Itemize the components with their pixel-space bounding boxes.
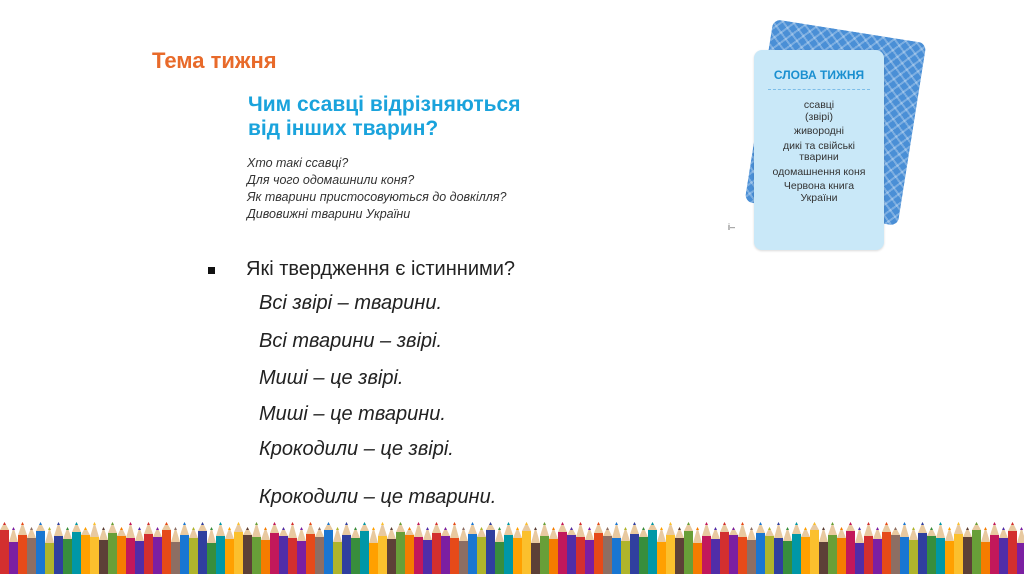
question-item: Як тварини пристосовуються до довкілля? xyxy=(247,190,507,204)
colored-pencils-border xyxy=(0,518,1024,574)
pencil-lead xyxy=(399,522,402,525)
pencil-body xyxy=(846,531,855,574)
pencil-lead xyxy=(345,522,348,525)
pencil-lead xyxy=(417,522,420,525)
pencil-lead xyxy=(120,527,123,530)
pencil-lead xyxy=(453,522,456,525)
pencil-body xyxy=(576,537,585,574)
pencil-body xyxy=(963,537,972,574)
pencil-lead xyxy=(408,527,411,530)
pencil-body xyxy=(918,533,927,574)
pencil-body xyxy=(234,532,243,574)
pencil-body xyxy=(414,537,423,574)
pencil-body xyxy=(369,543,378,574)
vocab-word-line: тварини xyxy=(799,151,839,163)
pencil-body xyxy=(207,543,216,574)
pencil-body xyxy=(441,536,450,574)
pencil-body xyxy=(513,538,522,574)
pencil-lead xyxy=(489,522,492,525)
pencil-body xyxy=(468,534,477,574)
pencil-body xyxy=(684,531,693,574)
pencil-body xyxy=(774,538,783,574)
pencil-lead xyxy=(111,522,114,525)
pencil-body xyxy=(126,538,135,574)
pencil-body xyxy=(855,543,864,574)
pencil-lead xyxy=(804,527,807,530)
pencil-lead xyxy=(543,522,546,525)
pencil-lead xyxy=(975,522,978,525)
pencil-body xyxy=(585,540,594,574)
pencil-lead xyxy=(273,522,276,525)
pencil-lead xyxy=(660,527,663,530)
pencil-body xyxy=(54,536,63,574)
statement-item: Всі звірі – тварини. xyxy=(259,292,443,314)
pencil-body xyxy=(504,535,513,574)
pencil-lead xyxy=(642,527,645,530)
pencil-body xyxy=(279,536,288,574)
pencil-lead xyxy=(444,527,447,530)
pencil-body xyxy=(333,542,342,574)
pencil-lead xyxy=(750,527,753,530)
pencil-lead xyxy=(921,522,924,525)
pencil-lead xyxy=(534,527,537,530)
pencil-body xyxy=(909,540,918,574)
pencil-lead xyxy=(966,527,969,530)
pencil-body xyxy=(828,535,837,574)
pencil-lead xyxy=(705,522,708,525)
pencil-lead xyxy=(687,522,690,525)
pencil-body xyxy=(738,537,747,574)
pencil-body xyxy=(900,537,909,574)
pencil-lead xyxy=(759,522,762,525)
pencil-lead xyxy=(381,522,384,525)
pencil-body xyxy=(135,541,144,574)
pencil-body xyxy=(1017,543,1024,574)
pencil-body xyxy=(81,535,90,574)
pencil-body xyxy=(891,535,900,574)
pencil-lead xyxy=(867,522,870,525)
pencil-lead xyxy=(318,527,321,530)
pencil-body xyxy=(423,540,432,574)
pencil-lead xyxy=(588,527,591,530)
guiding-questions xyxy=(247,155,506,223)
pencil-lead xyxy=(165,522,168,525)
question-item: Дивовижні тварини України xyxy=(247,207,411,221)
pencil-lead xyxy=(219,522,222,525)
pencil-lead xyxy=(984,527,987,530)
pencil-lead xyxy=(462,527,465,530)
pencil-lead xyxy=(849,522,852,525)
pencil-lead xyxy=(336,527,339,530)
pencil-body xyxy=(63,539,72,574)
pencil-lead xyxy=(777,522,780,525)
pencil-body xyxy=(252,537,261,574)
statement-item: Миші – це звірі. xyxy=(259,367,404,389)
card-divider xyxy=(768,89,870,90)
pencil-lead xyxy=(1020,527,1023,530)
statement-item: Крокодили – це тварини. xyxy=(259,486,497,508)
pencil-lead xyxy=(714,527,717,530)
pencil-body xyxy=(612,538,621,574)
pencil-body xyxy=(396,532,405,574)
question-item: Для чого одомашнили коня? xyxy=(247,173,415,187)
pencil-lead xyxy=(912,527,915,530)
vocab-word xyxy=(754,100,884,123)
pencil-lead xyxy=(471,522,474,525)
pencil-lead xyxy=(939,522,942,525)
pencil-lead xyxy=(3,522,6,525)
pencil-body xyxy=(792,534,801,574)
pencil-lead xyxy=(390,527,393,530)
pencil-body xyxy=(495,542,504,574)
pencil-lead xyxy=(1011,522,1014,525)
vocabulary-word-list xyxy=(754,100,884,207)
pencil-body xyxy=(477,537,486,574)
pencil-body xyxy=(747,540,756,574)
pencil-lead xyxy=(93,522,96,525)
pencil-lead xyxy=(948,527,951,530)
pencil-body xyxy=(666,535,675,574)
square-bullet-icon xyxy=(208,267,215,274)
vocab-word-line: ссавці xyxy=(803,99,835,111)
pencil-lead xyxy=(372,527,375,530)
pencil-lead xyxy=(525,522,528,525)
pencil-lead xyxy=(894,527,897,530)
pencil-lead xyxy=(570,527,573,530)
pencil-body xyxy=(765,536,774,574)
pencil-lead xyxy=(21,522,24,525)
pencil-body xyxy=(990,535,999,574)
pencil-body xyxy=(432,533,441,574)
pencil-body xyxy=(486,530,495,574)
pencil-body xyxy=(639,537,648,574)
pencil-lead xyxy=(876,527,879,530)
pencil-body xyxy=(837,538,846,574)
pencil-lead xyxy=(624,527,627,530)
pencil-body xyxy=(522,531,531,574)
pencil-lead xyxy=(129,522,132,525)
pencil-body xyxy=(954,534,963,574)
pencil-body xyxy=(18,535,27,574)
pencil-body xyxy=(189,538,198,574)
pencil-body xyxy=(171,542,180,574)
pencil-lead xyxy=(57,522,60,525)
pencil-body xyxy=(153,537,162,574)
pencil-lead xyxy=(669,522,672,525)
headline-line-2: від інших тварин? xyxy=(248,117,439,140)
pencil-lead xyxy=(993,522,996,525)
pencil-lead xyxy=(363,522,366,525)
pencil-lead xyxy=(696,527,699,530)
pencil-body xyxy=(693,543,702,574)
pencil-lead xyxy=(957,522,960,525)
statement-item: Всі тварини – звірі. xyxy=(259,330,443,352)
pencil-lead xyxy=(84,527,87,530)
pencil-lead xyxy=(192,527,195,530)
pencil-lead xyxy=(354,527,357,530)
statement-item: Крокодили – це звірі. xyxy=(259,438,454,460)
pencil-body xyxy=(288,538,297,574)
pencil-lead xyxy=(291,522,294,525)
pencil-body xyxy=(378,536,387,574)
pencil-lead xyxy=(1002,527,1005,530)
pencil-lead xyxy=(822,527,825,530)
pencil-body xyxy=(927,536,936,574)
pencil-lead xyxy=(930,527,933,530)
pencil-body xyxy=(90,537,99,574)
pencil-lead xyxy=(228,527,231,530)
pencil-lead xyxy=(480,527,483,530)
pencil-body xyxy=(783,541,792,574)
pencil-lead xyxy=(435,522,438,525)
vocab-word-line: України xyxy=(800,191,838,204)
pencil-lead xyxy=(651,522,654,525)
pencil-lead xyxy=(12,527,15,530)
pencil-lead xyxy=(903,522,906,525)
pencil-lead xyxy=(309,522,312,525)
pencil-body xyxy=(711,539,720,574)
pencil-body xyxy=(36,531,45,574)
pencil-body xyxy=(981,542,990,574)
pencil-body xyxy=(360,531,369,574)
pencil-lead xyxy=(327,522,330,525)
pencil-body xyxy=(864,536,873,574)
pencil-lead xyxy=(138,527,141,530)
pencil-body xyxy=(801,537,810,574)
pencil-body xyxy=(648,530,657,574)
vocab-word xyxy=(754,141,884,164)
pencil-body xyxy=(999,538,1008,574)
pencil-body xyxy=(972,530,981,574)
pencil-body xyxy=(162,530,171,574)
pencil-lead xyxy=(30,527,33,530)
pencil-body xyxy=(945,541,954,574)
pencil-body xyxy=(117,536,126,574)
pencil-body xyxy=(108,533,117,574)
pencil-lead xyxy=(831,522,834,525)
vocab-word-line: (звірі) xyxy=(805,110,833,123)
pencil-body xyxy=(72,532,81,574)
pencil-body xyxy=(603,536,612,574)
pencil-body xyxy=(216,536,225,574)
pencil-body xyxy=(936,538,945,574)
pencil-lead xyxy=(498,527,501,530)
pencil-body xyxy=(819,542,828,574)
pencil-body xyxy=(621,541,630,574)
pencil-lead xyxy=(813,522,816,525)
pencil-body xyxy=(243,535,252,574)
vocab-word xyxy=(754,181,884,204)
vocab-word-line: дикі та свійські xyxy=(783,139,855,152)
lesson-headline xyxy=(248,93,520,141)
pencil-lead xyxy=(615,522,618,525)
pencil-lead xyxy=(210,527,213,530)
pencil-body xyxy=(387,539,396,574)
pencil-body xyxy=(657,542,666,574)
pencil-lead xyxy=(300,527,303,530)
theme-title: Тема тижня xyxy=(152,48,277,73)
pencil-lead xyxy=(102,527,105,530)
pencil-body xyxy=(45,543,54,574)
pencil-body xyxy=(873,539,882,574)
pencil-body xyxy=(0,530,9,574)
pencil-body xyxy=(1008,531,1017,574)
pencil-lead xyxy=(795,522,798,525)
pencil-body xyxy=(351,538,360,574)
pencil-lead xyxy=(552,527,555,530)
pencil-lead xyxy=(156,527,159,530)
pencil-lead xyxy=(183,522,186,525)
pencil-body xyxy=(459,541,468,574)
pencil-lead xyxy=(174,527,177,530)
pencil-lead xyxy=(264,527,267,530)
question-prompt-text: Які твердження є істинними? xyxy=(246,258,516,280)
pencil-lead xyxy=(678,527,681,530)
pencil-lead xyxy=(723,522,726,525)
pencil-lead xyxy=(255,522,258,525)
pencil-body xyxy=(315,537,324,574)
pencil-lead xyxy=(858,527,861,530)
pencil-lead xyxy=(732,527,735,530)
pencil-body xyxy=(549,539,558,574)
pencil-lead xyxy=(426,527,429,530)
pencil-body xyxy=(450,538,459,574)
pencil-lead xyxy=(606,527,609,530)
pencil-body xyxy=(27,538,36,574)
side-mark: i– xyxy=(728,222,736,232)
pencil-body xyxy=(405,535,414,574)
pencil-body xyxy=(882,532,891,574)
pencil-lead xyxy=(282,527,285,530)
pencil-lead xyxy=(147,522,150,525)
pencil-body xyxy=(261,540,270,574)
vocabulary-card-title: СЛОВА ТИЖНЯ xyxy=(773,68,865,82)
pencil-body xyxy=(99,540,108,574)
pencil-body xyxy=(144,534,153,574)
pencil-body xyxy=(729,535,738,574)
vocabulary-card xyxy=(754,50,884,250)
pencil-body xyxy=(702,536,711,574)
pencil-body xyxy=(540,536,549,574)
pencil-body xyxy=(594,533,603,574)
pencil-body xyxy=(225,539,234,574)
pencil-lead xyxy=(75,522,78,525)
pencil-lead xyxy=(597,522,600,525)
pencil-body xyxy=(324,530,333,574)
vocab-word: одомашнення коня xyxy=(772,165,866,178)
pencil-lead xyxy=(840,527,843,530)
pencil-lead xyxy=(579,522,582,525)
pencil-body xyxy=(810,530,819,574)
pencil-body xyxy=(342,535,351,574)
pencil-body xyxy=(180,535,189,574)
pencil-lead xyxy=(633,522,636,525)
pencil-body xyxy=(558,532,567,574)
pencil-lead xyxy=(561,522,564,525)
pencil-body xyxy=(297,541,306,574)
pencil-lead xyxy=(516,527,519,530)
pencil-body xyxy=(270,533,279,574)
pencil-lead xyxy=(246,527,249,530)
pencil-body xyxy=(675,538,684,574)
pencil-lead xyxy=(768,527,771,530)
pencil-lead xyxy=(66,527,69,530)
pencil-body xyxy=(720,532,729,574)
pencil-body xyxy=(531,543,540,574)
pencil-lead xyxy=(39,522,42,525)
pencil-lead xyxy=(201,522,204,525)
pencil-body xyxy=(306,534,315,574)
pencil-body xyxy=(756,533,765,574)
question-item: Хто такі ссавці? xyxy=(247,156,349,170)
vocab-word: живородні xyxy=(794,125,844,137)
statement-item: Миші – це тварини. xyxy=(259,403,446,425)
pencil-lead xyxy=(741,522,744,525)
pencil-body xyxy=(630,534,639,574)
pencil-lead xyxy=(507,522,510,525)
pencil-lead xyxy=(237,522,240,525)
headline-line-1: Чим ссавці відрізняються xyxy=(248,93,521,116)
pencil-lead xyxy=(786,527,789,530)
pencil-lead xyxy=(885,522,888,525)
pencil-lead xyxy=(48,527,51,530)
pencil-body xyxy=(9,542,18,574)
pencil-body xyxy=(198,531,207,574)
vocab-word-line: Червона книга xyxy=(783,180,855,192)
pencil-body xyxy=(567,535,576,574)
